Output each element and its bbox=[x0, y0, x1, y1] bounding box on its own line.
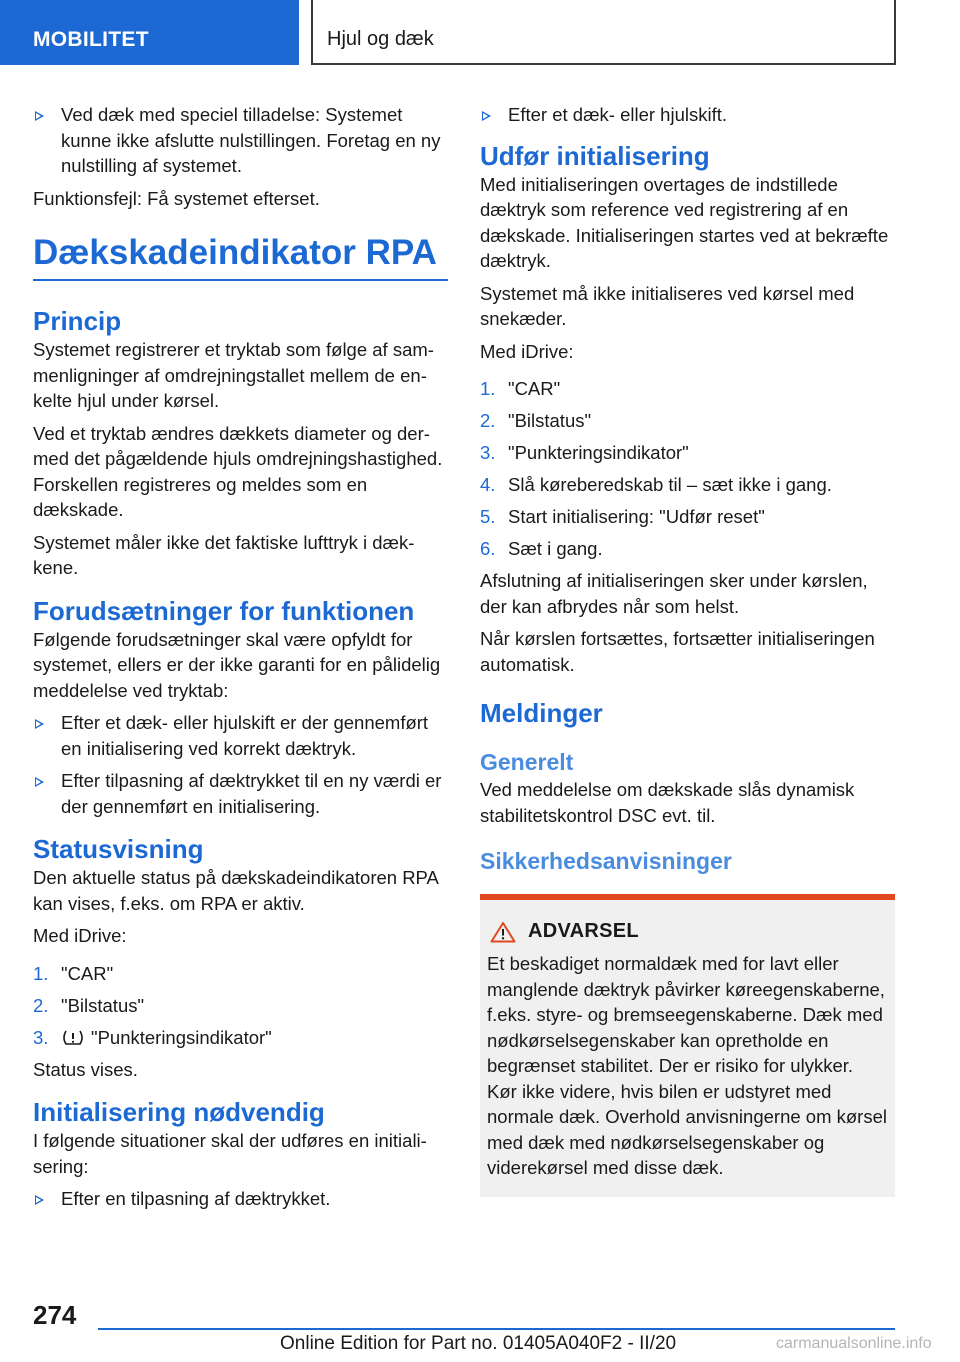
list-item: 5. Start initialisering: "Udfør reset" bbox=[480, 506, 765, 527]
page-title: Dækskadeindikator RPA bbox=[33, 233, 448, 281]
heading-udfoer-initialisering: Udfør initialisering bbox=[480, 140, 710, 171]
warning-header bbox=[487, 920, 887, 943]
paragraph: Ved meddelelse om dækskade slås dynamisk stabilitetskontrol DSC evt. til. bbox=[480, 779, 855, 826]
section-tab bbox=[0, 0, 299, 65]
triangle-bullet-icon bbox=[35, 1195, 44, 1205]
heading-sikkerhedsanvisninger: Sikkerhedsanvisninger bbox=[480, 848, 732, 874]
paragraph: Systemet registrerer et tryktab som følge af sammenligninger af omdrejningstallet mellem de enkelte hjul under kørsel. bbox=[33, 339, 434, 411]
list-item: 3. "Punkteringsindikator" bbox=[33, 1026, 272, 1048]
triangle-bullet-icon bbox=[482, 111, 491, 121]
list-item: 1. "CAR" bbox=[480, 378, 561, 399]
left-column bbox=[33, 102, 448, 1219]
heading-meldinger: Meldinger bbox=[480, 698, 603, 728]
list-item: 3. "Punkteringsindikator" bbox=[480, 442, 689, 463]
paragraph: Følgende forudsætninger skal være opfyldt for systemet, ellers er der ikke garanti for en pålidelig meddelelse ved tryktab: bbox=[33, 628, 441, 701]
page-number: 274 bbox=[33, 1300, 77, 1330]
paragraph: Ved et tryktab ændres dækkets diameter og dermed det pågældende hjuls omdrejningshastighed. Forskellen registreres og meldes som en dækskade. bbox=[33, 422, 443, 520]
paragraph: Systemet må ikke initialiseres ved kørsel med snekæder. bbox=[480, 282, 855, 329]
triangle-bullet-icon bbox=[35, 777, 44, 787]
paragraph: Systemet måler ikke det faktiske lufttryk i dækkene. bbox=[33, 531, 415, 578]
triangle-bullet-icon bbox=[35, 111, 44, 121]
paragraph: Med iDrive: bbox=[33, 925, 127, 946]
triangle-bullet-icon bbox=[35, 719, 44, 729]
heading-statusvisning: Statusvisning bbox=[33, 834, 204, 864]
list-item: 2. "Bilstatus" bbox=[480, 410, 592, 431]
chapter-tab bbox=[311, 0, 896, 65]
paragraph: Med iDrive: bbox=[480, 340, 574, 362]
paragraph: Når kørslen fortsættes, fortsætter initialiseringen automatisk. bbox=[480, 628, 875, 675]
paragraph: Funktionsfejl: Få systemet efterset. bbox=[33, 187, 320, 209]
footer-divider bbox=[98, 1328, 895, 1330]
paragraph: Med initialiseringen overtages de indstillede dæktryk som reference ved registrering af en dækskade. Initialiseringen startes ved at bekræfte dæktryk. bbox=[480, 173, 889, 271]
section-title: MOBILITET bbox=[33, 28, 149, 51]
heading-generelt: Generelt bbox=[480, 749, 574, 775]
paragraph: I følgende situationer skal der udføres en initialisering: bbox=[33, 1130, 427, 1177]
paragraph: Status vises. bbox=[33, 1058, 138, 1080]
warning-label: ADVARSEL bbox=[528, 920, 639, 942]
tire-pressure-warning-icon bbox=[61, 1029, 85, 1047]
heading-forudsaetninger: Forudsætninger for funktionen bbox=[33, 595, 415, 626]
heading-princip: Princip bbox=[33, 306, 122, 336]
paragraph: Afslutning af initialiseringen sker under kørslen, der kan afbrydes når som helst. bbox=[480, 570, 868, 617]
list-item: 2. "Bilstatus" bbox=[33, 994, 145, 1016]
list-item: Efter et dæk- eller hjulskift er der gennemført en initialisering ved korrekt dæktryk. bbox=[33, 710, 448, 761]
list-item: Efter tilpasning af dæktrykket til en ny værdi er der gennemført en initialisering. bbox=[33, 768, 448, 819]
list-item: 6. Sæt i gang. bbox=[480, 538, 603, 559]
right-column bbox=[480, 102, 895, 1197]
list-item: Efter et dæk- eller hjulskift. bbox=[480, 102, 895, 128]
list-item: 4. Slå køreberedskab til – sæt ikke i gang. bbox=[480, 474, 832, 495]
warning-text: Et beskadiget normaldæk med for lavt eller manglende dæktryk påvirker køreegenskaberne, f.eks. styre- og bremseegenskaberne. Dæk med nødkørselsegenskaber kan opretholde en begrænset stabilitet. Der er risiko for ulykker. Kør ikke videre, hvis bilen er udstyret med normale dæk. Overhold anvisningerne om kørsel med dæk med nødkørselsegenskaber og viderekørsel med disse dæk. bbox=[487, 953, 887, 1178]
list-item: Efter en tilpasning af dæktrykket. bbox=[33, 1186, 448, 1212]
paragraph: Den aktuelle status på dækskadeindikatoren RPA kan vises, f.eks. om RPA er aktiv. bbox=[33, 867, 438, 914]
chapter-title: Hjul og dæk bbox=[327, 28, 434, 50]
edition-text: Online Edition for Part no. 01405A040F2 - II/20 bbox=[280, 1333, 677, 1354]
warning-box bbox=[480, 894, 895, 1197]
heading-initialisering-noedvendig: Initialisering nødvendig bbox=[33, 1097, 325, 1127]
watermark: carmanualsonline.info bbox=[776, 1335, 932, 1352]
list-item: Ved dæk med speciel tilladelse: Systemet kunne ikke afslutte nulstillingen. Foretag en ny nulstilling af systemet. bbox=[33, 102, 448, 179]
warning-triangle-icon bbox=[490, 921, 516, 943]
list-item: 1. "CAR" bbox=[33, 962, 114, 984]
